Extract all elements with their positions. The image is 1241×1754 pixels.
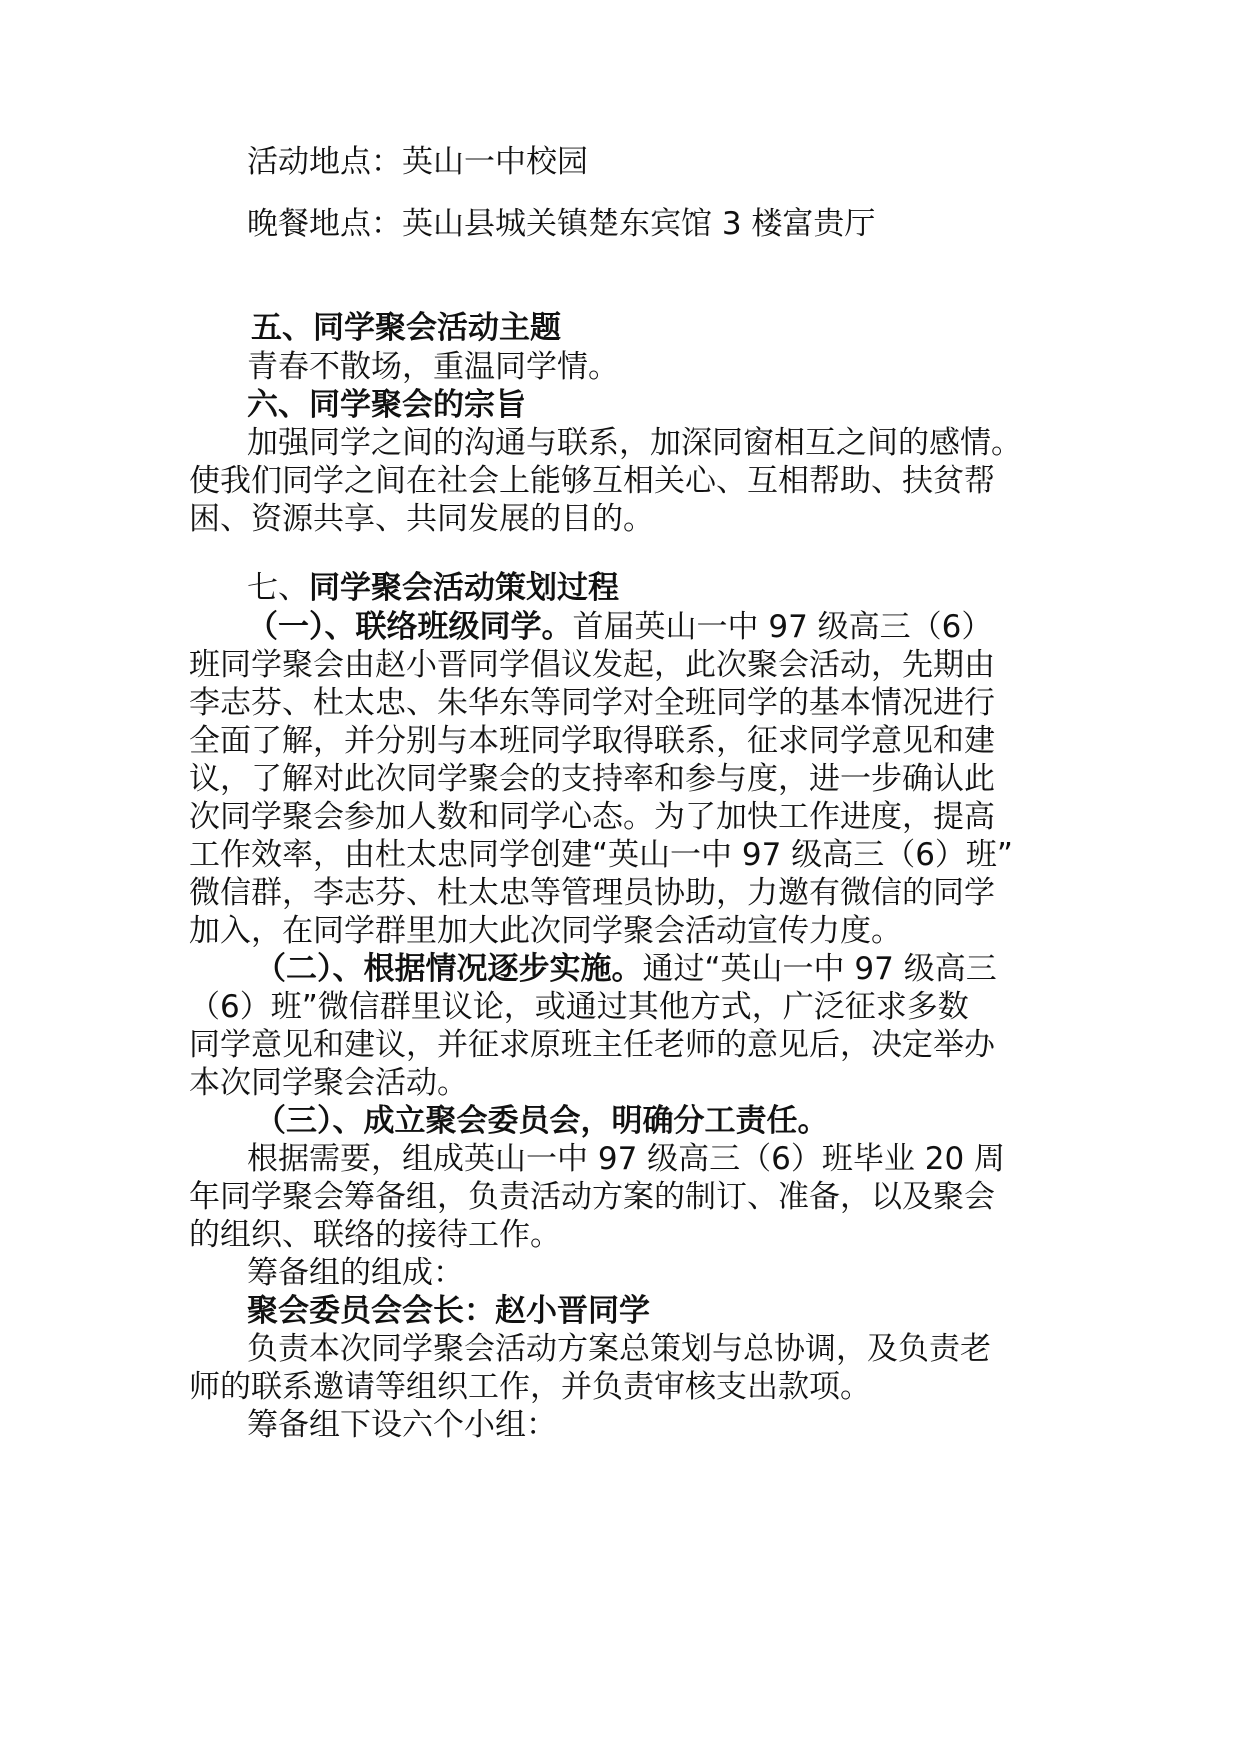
step-1-line: 班同学聚会由赵小晋同学倡议发起，此次聚会活动，先期由 (189, 647, 995, 683)
dinner-venue-line: 晚餐地点：英山县城关镇楚东宾馆 3 楼富贵厅 (247, 206, 876, 242)
section-5-body: 青春不散场，重温同学情。 (247, 349, 619, 385)
step-1-line: 微信群，李志芬、杜太忠等管理员协助，力邀有微信的同学 (189, 875, 995, 911)
section-7-heading (189, 568, 619, 608)
step-1-first-line-text: 首届英山一中 97 级高三（6） (572, 609, 993, 645)
step-1-line: 工作效率，由杜太忠同学创建“英山一中 97 级高三（6）班” (189, 837, 1013, 873)
section-5-heading: 五、同学聚会活动主题 (251, 310, 561, 346)
step-1-line: 李志芬、杜太忠、朱华东等同学对全班同学的基本情况进行 (189, 685, 995, 721)
step-1-line: 全面了解，并分别与本班同学取得联系，征求同学意见和建 (189, 723, 995, 759)
step-2-line: 同学意见和建议，并征求原班主任老师的意见后，决定举办 (189, 1027, 995, 1063)
venue-line: 活动地点：英山一中校园 (247, 144, 588, 180)
step-2-first-line-text: 通过“英山一中 97 级高三 (642, 951, 997, 987)
committee-chair: 聚会委员会会长：赵小晋同学 (247, 1293, 650, 1329)
step-2-first-line (189, 949, 997, 989)
committee-label: 筹备组的组成： (247, 1255, 464, 1291)
section-6-line-2: 使我们同学之间在社会上能够互相关心、互相帮助、扶贫帮 (189, 463, 995, 499)
chair-duty-line: 师的联系邀请等组织工作，并负责审核支出款项。 (189, 1369, 871, 1405)
step-1-title: （一）、联络班级同学。 (247, 609, 573, 645)
section-6-line-1: 加强同学之间的沟通与联系，加深同窗相互之间的感情。 (247, 425, 1022, 461)
step-3-line: 的组织、联络的接待工作。 (189, 1217, 561, 1253)
step-1-line: 加入，在同学群里加大此次同学聚会活动宣传力度。 (189, 913, 902, 949)
step-1-line: 议，了解对此次同学聚会的支持率和参与度，进一步确认此 (189, 761, 995, 797)
step-3-line: 根据需要，组成英山一中 97 级高三（6）班毕业 20 周 (247, 1141, 1006, 1177)
step-2-line: （6）班”微信群里议论，或通过其他方式，广泛征求多数 (189, 989, 969, 1025)
step-2-title: （二）、根据情况逐步实施。 (255, 951, 643, 987)
section-6-heading: 六、同学聚会的宗旨 (247, 387, 526, 423)
step-1-first-line (189, 607, 992, 647)
section-7-prefix: 七、 (247, 570, 309, 606)
step-2-line: 本次同学聚会活动。 (189, 1065, 468, 1101)
step-3-title: （三）、成立聚会委员会，明确分工责任。 (255, 1103, 829, 1139)
section-6-line-3: 困、资源共享、共同发展的目的。 (189, 501, 654, 537)
chair-duty-line: 负责本次同学聚会活动方案总策划与总协调，及负责老 (247, 1331, 991, 1367)
step-3-line: 年同学聚会筹备组，负责活动方案的制订、准备，以及聚会 (189, 1179, 995, 1215)
step-1-line: 次同学聚会参加人数和同学心态。为了加快工作进度，提高 (189, 799, 995, 835)
section-7-title: 同学聚会活动策划过程 (309, 570, 619, 606)
subgroups-label: 筹备组下设六个小组： (247, 1407, 557, 1443)
